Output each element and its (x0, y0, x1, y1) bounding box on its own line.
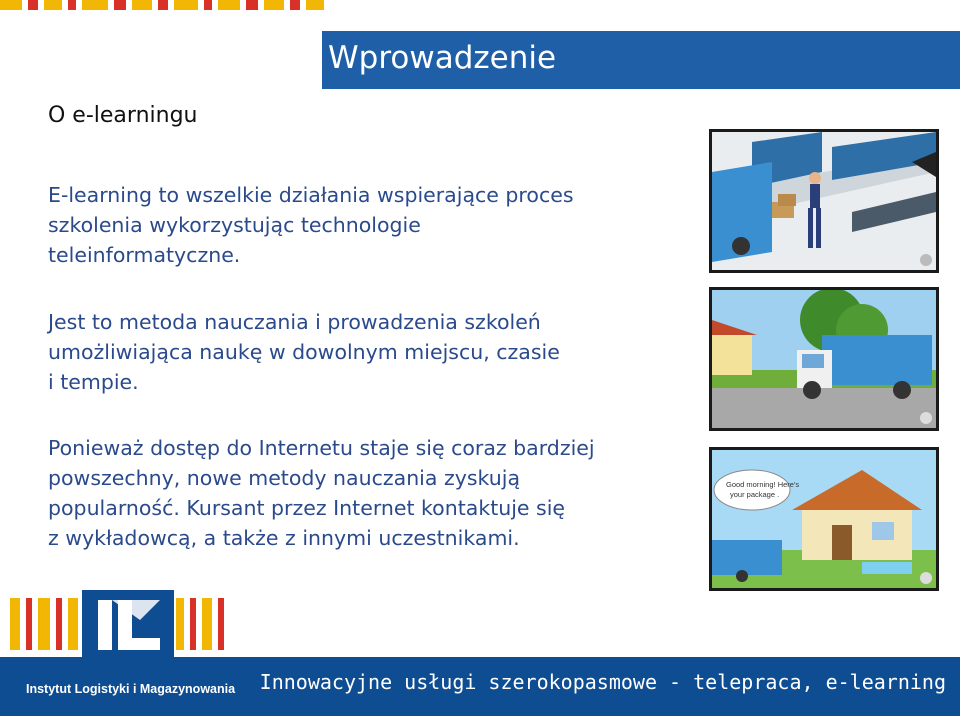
illustration-delivery-truck (709, 287, 939, 431)
paragraph-line: Jest to metoda nauczania i prowadzenia szkoleń (48, 310, 541, 334)
paragraph-line: i tempie. (48, 370, 139, 394)
paragraph-line: popularność. Kursant przez Internet kontaktuje się (48, 496, 566, 520)
decorative-stripe (0, 0, 330, 10)
paragraph-method (48, 307, 560, 397)
footer-tagline: Innowacyjne usługi szerokopasmowe - telepraca, e-learning (259, 670, 946, 694)
slide-title-bar (322, 31, 960, 89)
speech-bubble-line: Good morning! Here's (726, 480, 800, 489)
speech-bubble-line: your package . (730, 490, 780, 499)
paragraph-line: z wykładowcą, a także z innymi uczestnikami. (48, 526, 520, 550)
paragraph-line: E-learning to wszelkie działania wspierające proces (48, 183, 574, 207)
paragraph-popularity (48, 433, 595, 553)
paragraph-line: szkolenia wykorzystując technologie (48, 213, 421, 237)
illustration-warehouse (709, 129, 939, 273)
slide-title: Wprowadzenie (328, 40, 557, 76)
paragraph-line: umożliwiająca naukę w dowolnym miejscu, czasie (48, 340, 560, 364)
paragraph-line: Ponieważ dostęp do Internetu staje się coraz bardziej (48, 436, 595, 460)
institute-logo (0, 590, 240, 716)
paragraph-line: powszechny, nowe metody nauczania zyskują (48, 466, 521, 490)
logo-caption: Instytut Logistyki i Magazynowania (26, 682, 236, 696)
paragraph-definition (48, 180, 574, 270)
illustration-house-greeting (709, 447, 939, 591)
slide-subtitle: O e-learningu (48, 103, 198, 128)
paragraph-line: teleinformatyczne. (48, 243, 241, 267)
